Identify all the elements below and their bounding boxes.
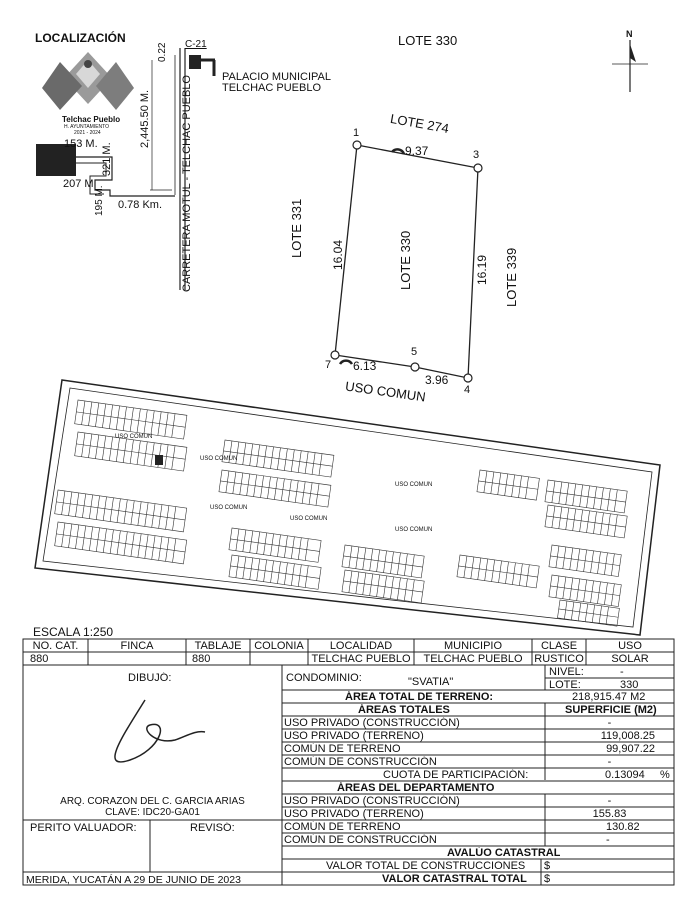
- td-uso: SOLAR: [611, 653, 649, 665]
- th-colonia: COLONIA: [254, 640, 304, 652]
- depto-row-2-label: USO PRIVADO (TERRENO): [284, 808, 424, 820]
- vertex-4: 4: [464, 384, 471, 396]
- side-bottom-b-label: 3.96: [425, 373, 449, 387]
- lote-center-label: LOTE 330: [398, 230, 413, 290]
- dist-207-label: 207 M: [63, 178, 94, 190]
- area-total-label: ÁREA TOTAL DE TERRENO:: [345, 691, 494, 703]
- areas-totales-title: ÁREAS TOTALES: [358, 704, 450, 716]
- lote-339-label: LOTE 339: [504, 247, 519, 307]
- site-uso-comun-4: USO COMUN: [210, 505, 248, 511]
- dist-2445-label: 2,445.50 M.: [139, 89, 151, 148]
- avaluo-title: AVALÚO CATASTRAL: [447, 847, 561, 859]
- area-row-1-value: -: [607, 717, 612, 729]
- area-row-2-value: 119,008.25: [600, 730, 655, 742]
- td-municipio: TELCHAC PUEBLO: [423, 653, 523, 665]
- th-municipio: MUNICIPIO: [443, 640, 503, 652]
- valor-cat-currency: $: [544, 873, 551, 885]
- cuota-label: CUOTA DE PARTICIPACIÓN:: [383, 769, 529, 781]
- vertex-5: 5: [411, 346, 418, 358]
- road-c21-label: C-21: [185, 39, 207, 50]
- th-uso: USO: [618, 640, 642, 652]
- logo-name: Telchac Pueblo: [62, 115, 121, 124]
- dibujo-label: DIBUJÓ:: [128, 672, 172, 684]
- escala-label: ESCALA 1:250: [33, 625, 114, 639]
- cuota-value: 0.13094: [605, 769, 645, 781]
- nivel-label: NIVEL:: [549, 666, 584, 678]
- area-row-1-label: USO PRIVADO (CONSTRUCCIÓN): [284, 717, 460, 729]
- site-uso-comun-6: USO COMUN: [395, 527, 433, 533]
- vertex-3: 3: [473, 149, 480, 161]
- depto-row-4-label: COMÚN DE CONSTRUCCIÓN: [284, 834, 437, 846]
- depto-row-3-label: COMÚN DE TERRENO: [284, 821, 401, 833]
- th-no-cat: NO. CAT.: [32, 640, 79, 652]
- valor-const-currency: $: [544, 860, 551, 872]
- depto-row-1-label: USO PRIVADO (CONSTRUCCIÓN): [284, 795, 460, 807]
- th-clase: CLASE: [540, 640, 578, 652]
- site-uso-comun-2: USO COMUN: [200, 456, 238, 462]
- uso-comun-lot-label: USO COMUN: [344, 378, 427, 405]
- valor-const-label: VALOR TOTAL DE CONSTRUCCIONES: [326, 860, 526, 872]
- area-total-value: 218,915.47 M2: [572, 691, 646, 703]
- superficie-header: SUPERFICIE (M2): [565, 704, 657, 716]
- place-date: MERIDA, YUCATÁN A 29 DE JUNIO DE 2023: [26, 874, 241, 886]
- depto-row-2-value: 155.83: [592, 808, 627, 820]
- logo-years: 2021 - 2024: [74, 130, 101, 136]
- depto-row-4-value: -: [606, 834, 610, 846]
- dist-321-label: 321 M.: [101, 142, 113, 176]
- lote-331-label: LOTE 331: [289, 198, 304, 258]
- area-row-3-value: 99,907.22: [606, 743, 655, 755]
- th-finca: FINCA: [120, 640, 154, 652]
- dist-153-label: 153 M.: [64, 138, 98, 150]
- carretera-label: CARRETERA MOTUL - TELCHAC PUEBLO: [181, 75, 193, 292]
- architect-name: ARQ. CORAZON DEL C. GARCIA ARIAS: [60, 796, 245, 807]
- lote-274-label: LOTE 274: [389, 110, 451, 137]
- depto-row-1-value: -: [607, 795, 612, 807]
- td-tablaje: 880: [192, 653, 211, 665]
- valor-cat-label: VALOR CATASTRAL TOTAL: [382, 873, 527, 885]
- th-localidad: LOCALIDAD: [329, 640, 393, 652]
- area-row-2-label: USO PRIVADO (TERRENO): [284, 730, 424, 742]
- dist-195-label: 195 M.: [94, 185, 105, 216]
- side-top-label: 9.37: [405, 144, 429, 158]
- lote-label: LOTE:: [549, 679, 581, 691]
- architect-clave: CLAVE: IDC20-GA01: [105, 807, 200, 818]
- palacio-line1: PALACIO MUNICIPAL: [222, 71, 332, 83]
- th-tablaje: TABLAJE: [194, 640, 242, 652]
- palacio-line2: TELCHAC PUEBLO: [222, 82, 322, 94]
- dist-022-label: 0.22: [157, 42, 168, 62]
- logo-sub: H. AYUNTAMIENTO: [64, 124, 110, 130]
- dist-078-label: 0.78 Km.: [118, 199, 163, 211]
- site-uso-comun-5: USO COMUN: [290, 516, 328, 522]
- perito-label: PERITO VALUADOR:: [30, 822, 137, 834]
- side-bottom-a-label: 6.13: [353, 359, 377, 373]
- lote-title: LOTE 330: [398, 33, 458, 48]
- signature: [115, 700, 205, 762]
- reviso-label: REVISÓ:: [190, 822, 235, 834]
- td-localidad: TELCHAC PUEBLO: [311, 653, 411, 665]
- lote-value: 330: [620, 679, 639, 691]
- side-left-label: 16.04: [331, 239, 345, 270]
- side-right-label: 16.19: [475, 254, 489, 285]
- localizacion-title: LOCALIZACIÓN: [35, 31, 126, 45]
- site-uso-comun-1: USO COMUN: [115, 434, 153, 440]
- cuota-unit: %: [660, 769, 670, 781]
- td-no-cat: 880: [30, 653, 49, 665]
- td-clase: RUSTICO: [534, 653, 584, 665]
- depto-row-3-value: 130.82: [606, 821, 640, 833]
- nivel-value: -: [620, 666, 624, 678]
- condominio-label: CONDOMINIO:: [286, 672, 362, 684]
- condominio-value: "SVATIA": [408, 676, 454, 688]
- area-row-4-label: COMÚN DE CONSTRUCCIÓN: [284, 756, 437, 768]
- vertex-1: 1: [353, 127, 360, 139]
- site-uso-comun-3: USO COMUN: [395, 482, 433, 488]
- north-label: N: [626, 29, 633, 39]
- area-row-3-label: COMÚN DE TERRENO: [284, 743, 401, 755]
- vertex-7: 7: [325, 359, 332, 371]
- area-row-4-value: -: [607, 756, 612, 768]
- depto-title: ÁREAS DEL DEPARTAMENTO: [337, 782, 495, 794]
